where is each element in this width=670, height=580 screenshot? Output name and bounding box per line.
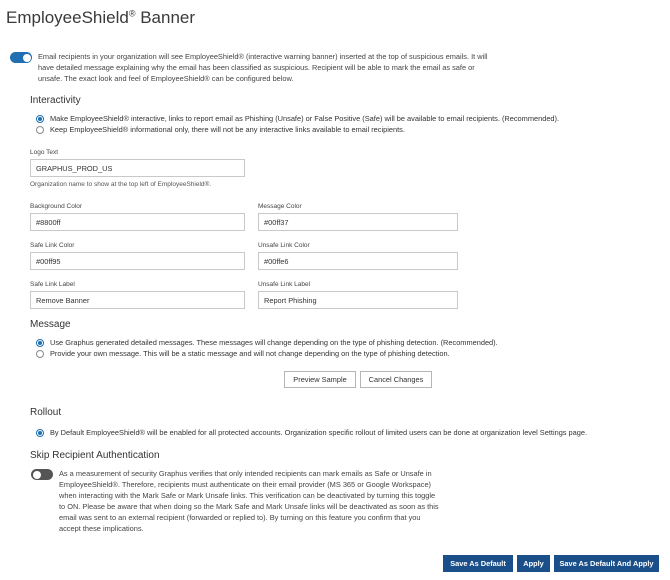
intro-text: Email recipients in your organization will see EmployeeShield® (interactive warning banner) inserted at the top of suspicious emails. It will have detailed message explaining why the email has been classified as suspicious. Recipient will be able to mark the email as safe or unsafe. The exact look and feel of EmployeeShield® can be configured below. bbox=[38, 52, 488, 83]
background-color-label: Background Color bbox=[30, 203, 83, 210]
save-as-default-button[interactable]: Save As Default bbox=[443, 555, 513, 572]
cancel-changes-button[interactable]: Cancel Changes bbox=[360, 371, 432, 388]
safe-link-label-input[interactable] bbox=[30, 291, 245, 309]
option-label: By Default EmployeeShield® will be enabled for all protected accounts. Organization specific rollout of limited users can be done at organization level Settings page. bbox=[50, 428, 588, 437]
unsafe-link-color-input[interactable] bbox=[258, 252, 458, 270]
employeeshield-toggle[interactable] bbox=[10, 52, 32, 63]
option-label: Keep EmployeeShield® informational only, there will not be any interactive links available to email recipients. bbox=[50, 125, 405, 134]
radio-button[interactable] bbox=[36, 126, 44, 134]
page-title-sup: ® bbox=[128, 8, 136, 19]
message-color-label: Message Color bbox=[258, 203, 302, 210]
skip-auth-heading: Skip Recipient Authentication bbox=[30, 450, 160, 461]
skip-auth-text: As a measurement of security Graphus verifies that only intended recipients can mark emails as Safe or Unsafe in EmployeeShield®. Therefore, recipients must authenticate on their email provider (MS 365 or Google Workspace) when interacting with the Mark Safe or Mark Unsafe links. This verification can be deactivated by turning this toggle to ON. Please be aware that when doing so the Mark Safe and Mark Unsafe links will be deactivated as soon as this email was sent to an external recipient (forwarded or replied to). By turning on this feature you confirm that you accept these implications. bbox=[59, 469, 439, 533]
radio-button[interactable] bbox=[36, 339, 44, 347]
message-option-generated[interactable] bbox=[36, 338, 498, 347]
logo-text-label: Logo Text bbox=[30, 149, 59, 156]
message-heading: Message bbox=[30, 319, 71, 330]
message-option-custom[interactable] bbox=[36, 349, 450, 358]
logo-text-input[interactable] bbox=[30, 159, 245, 177]
background-color-input[interactable] bbox=[30, 213, 245, 231]
interactivity-option-informational[interactable] bbox=[36, 125, 405, 134]
option-label: Provide your own message. This will be a static message and will not change depending on the type of phishing detection. bbox=[50, 349, 450, 358]
safe-link-label-label: Safe Link Label bbox=[30, 281, 75, 288]
safe-link-color-label: Safe Link Color bbox=[30, 242, 75, 249]
toggle-knob bbox=[33, 471, 41, 479]
logo-text-help: Organization name to show at the top left of EmployeeShield®. bbox=[30, 181, 212, 188]
save-as-default-and-apply-button[interactable]: Save As Default And Apply bbox=[554, 555, 659, 572]
interactivity-heading: Interactivity bbox=[30, 95, 81, 106]
page-title bbox=[6, 8, 195, 28]
page-title-suffix: Banner bbox=[135, 8, 196, 27]
rollout-option-default[interactable] bbox=[36, 428, 587, 437]
preview-sample-button[interactable]: Preview Sample bbox=[284, 371, 356, 388]
safe-link-color-input[interactable] bbox=[30, 252, 245, 270]
page-title-main: EmployeeShield bbox=[6, 8, 129, 27]
option-label: Make EmployeeShield® interactive, links to report email as Phishing (Unsafe) or False Positive (Safe) will be available to email recipients. (Recommended). bbox=[50, 114, 560, 123]
message-color-input[interactable] bbox=[258, 213, 458, 231]
unsafe-link-label-label: Unsafe Link Label bbox=[258, 281, 311, 288]
rollout-heading: Rollout bbox=[30, 407, 62, 418]
unsafe-link-color-label: Unsafe Link Color bbox=[258, 242, 310, 249]
radio-button[interactable] bbox=[36, 429, 44, 437]
option-label: Use Graphus generated detailed messages. These messages will change depending on the type of phishing detection. (Recommended). bbox=[50, 338, 498, 347]
unsafe-link-label-input[interactable] bbox=[258, 291, 458, 309]
apply-button[interactable]: Apply bbox=[517, 555, 550, 572]
skip-auth-toggle[interactable] bbox=[31, 469, 53, 480]
toggle-knob bbox=[23, 54, 31, 62]
interactivity-option-interactive[interactable] bbox=[36, 114, 559, 123]
radio-button[interactable] bbox=[36, 350, 44, 358]
radio-button[interactable] bbox=[36, 115, 44, 123]
